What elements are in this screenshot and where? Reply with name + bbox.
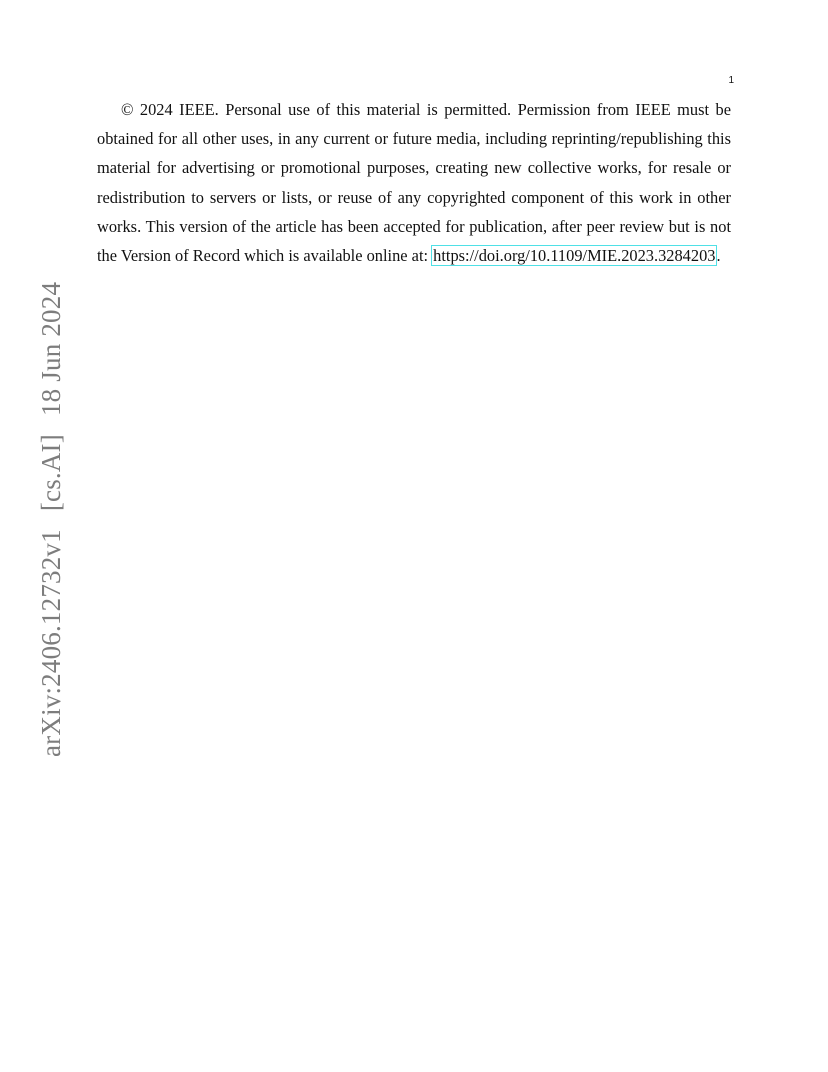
arxiv-date: 18 Jun 2024 — [36, 281, 66, 417]
copyright-notice — [97, 95, 731, 270]
doi-link[interactable]: https://doi.org/10.1109/MIE.2023.3284203 — [433, 246, 716, 266]
arxiv-identifier-stamp — [36, 282, 66, 757]
copyright-paragraph — [97, 95, 731, 270]
arxiv-category: [cs.AI] — [36, 434, 66, 512]
copyright-text-end: . — [716, 246, 721, 266]
copyright-text: © 2024 IEEE. Personal use of this material is permitted. Permission from IEEE must be obtained for all other uses, in any current or future media, including reprinting/republishing this material for advertising or promotional purposes, creating new collective works, for resale or redistribution to servers or lists, or reuse of any copyrighted component of this work in other works. This version of the article has been accepted for publication, after peer review but is not the Version of Record which is available online at: — [97, 100, 731, 266]
arxiv-id: arXiv:2406.12732v1 — [36, 529, 66, 757]
page-number: 1 — [728, 75, 734, 86]
